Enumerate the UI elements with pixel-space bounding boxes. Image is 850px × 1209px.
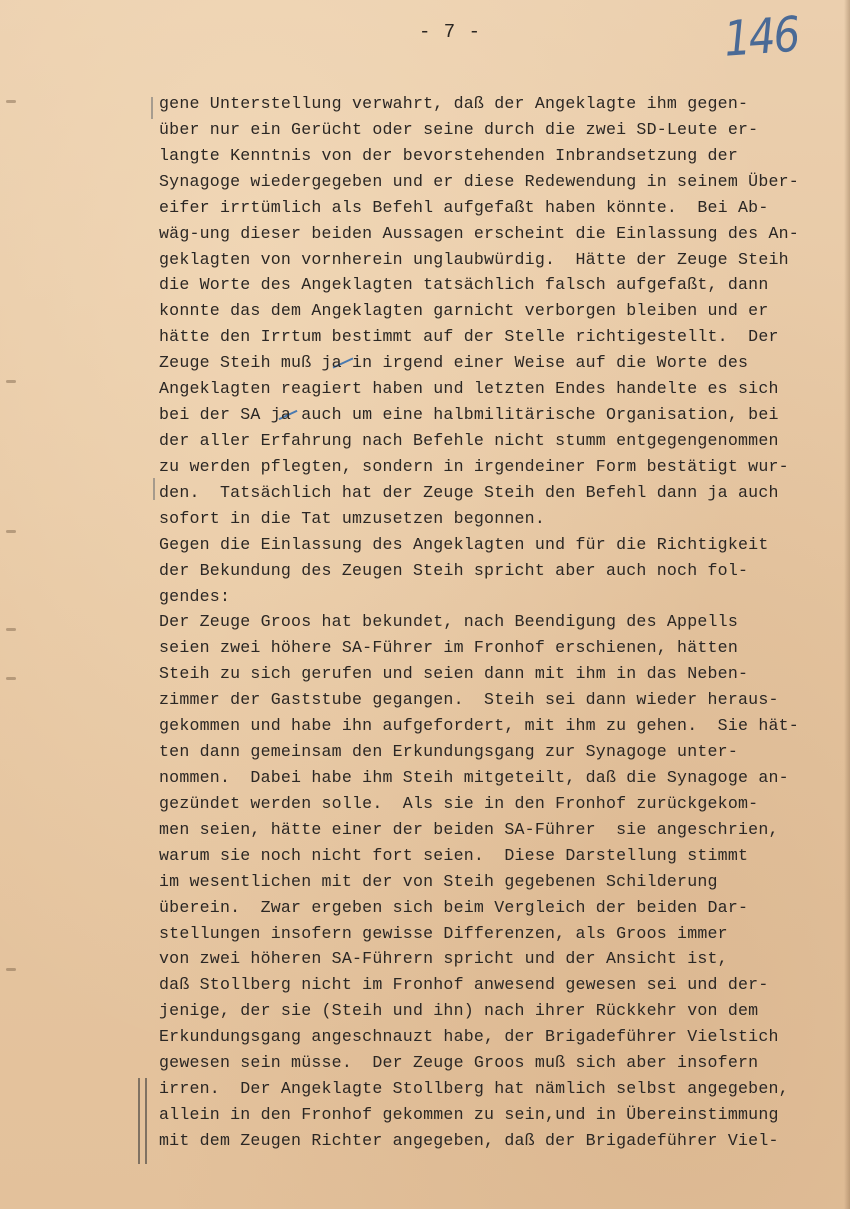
text-line: zu werden pflegten, sondern in irgendeiner Form bestätigt wur- [159,456,789,476]
text-line: über nur ein Gerücht oder seine durch die zwei SD-Leute er- [159,119,759,139]
text-line: Gegen die Einlassung des Angeklagten und für die Richtigkeit [159,534,769,554]
text-line: bei der SA ja auch um eine halbmilitärische Organisation, bei [159,405,779,425]
text-line: gewesen sein müsse. Der Zeuge Groos muß sich aber insofern [159,1053,759,1073]
text-line: jenige, der sie (Steih und ihn) nach ihrer Rückkehr von dem [159,1001,759,1021]
binding-mark [6,380,16,383]
margin-bracket-mark [151,97,153,119]
text-line: irren. Der Angeklagte Stollberg hat nämlich selbst angegeben, [159,1079,789,1099]
page-edge-shadow [844,0,850,1209]
text-line: von zwei höheren SA-Führern spricht und der Ansicht ist, [159,949,728,969]
text-line: den. Tatsächlich hat der Zeuge Steih den Befehl dann ja auch [159,482,779,502]
binding-mark [6,530,16,533]
handwritten-folio-number: 146 [722,5,801,68]
text-line: der aller Erfahrung nach Befehle nicht stumm entgegengenommen [159,430,779,450]
text-line: Der Zeuge Groos hat bekundet, nach Beendigung des Appells [159,612,738,632]
typed-body-text [159,91,839,1154]
text-line: ten dann gemeinsam den Erkundungsgang zur Synagoge unter- [159,742,738,762]
text-line: stellungen insofern gewisse Differenzen, als Groos immer [159,923,728,943]
text-line: Synagoge wiedergegeben und er diese Redewendung in seinem Über- [159,171,799,191]
text-line: seien zwei höhere SA-Führer im Fronhof erschienen, hätten [159,638,738,658]
text-line: men seien, hätte einer der beiden SA-Führer sie angeschrien, [159,819,779,839]
binding-mark [6,628,16,631]
text-line: gendes: [159,586,231,606]
text-line: gekommen und habe ihn aufgefordert, mit ihm zu gehen. Sie hät- [159,716,799,736]
text-line: eifer irrtümlich als Befehl aufgefaßt haben könnte. Bei Ab- [159,197,769,217]
text-line: gene Unterstellung verwahrt, daß der Angeklagte ihm gegen- [159,94,749,113]
text-line: konnte das dem Angeklagten garnicht verborgen bleiben und er [159,301,769,321]
text-line: daß Stollberg nicht im Fronhof anwesend gewesen sei und der- [159,975,769,995]
text-line: hätte den Irrtum bestimmt auf der Stelle richtigestellt. Der [159,327,779,347]
text-line: gezündet werden solle. Als sie in den Fronhof zurückgekom- [159,793,759,813]
binding-mark [6,968,16,971]
text-line: im wesentlichen mit der von Steih gegebenen Schilderung [159,871,718,891]
text-line: der Bekundung des Zeugen Steih spricht aber auch noch fol- [159,560,749,580]
text-line: wäg-ung dieser beiden Aussagen erscheint die Einlassung des An- [159,223,799,243]
margin-double-line-mark [145,1078,147,1164]
binding-mark [6,677,16,680]
margin-bracket-mark [153,478,155,500]
margin-double-line-mark [138,1078,140,1164]
text-line: Zeuge Steih muß ja in irgend einer Weise auf die Worte des [159,353,749,373]
text-line: überein. Zwar ergeben sich beim Vergleich der beiden Dar- [159,897,749,917]
text-line: langte Kenntnis von der bevorstehenden Inbrandsetzung der [159,145,738,165]
text-line: Steih zu sich gerufen und seien dann mit ihm in das Neben- [159,664,749,684]
text-line: nommen. Dabei habe ihm Steih mitgeteilt, daß die Synagoge an- [159,767,789,787]
text-line: sofort in die Tat umzusetzen begonnen. [159,508,545,528]
text-line: Angeklagten reagiert haben und letzten Endes handelte es sich [159,379,779,399]
text-line: warum sie noch nicht fort seien. Diese Darstellung stimmt [159,845,749,865]
text-line: allein in den Fronhof gekommen zu sein,und in Übereinstimmung [159,1104,779,1124]
page-number: - 7 - [418,21,481,43]
text-line: mit dem Zeugen Richter angegeben, daß der Brigadeführer Viel- [159,1130,779,1150]
text-line: geklagten von vornherein unglaubwürdig. Hätte der Zeuge Steih [159,249,789,269]
binding-mark [6,100,16,103]
text-line: die Worte des Angeklagten tatsächlich falsch aufgefaßt, dann [159,275,769,295]
text-line: Erkundungsgang angeschnauzt habe, der Brigadeführer Vielstich [159,1027,779,1047]
text-line: zimmer der Gaststube gegangen. Steih sei dann wieder heraus- [159,690,779,710]
